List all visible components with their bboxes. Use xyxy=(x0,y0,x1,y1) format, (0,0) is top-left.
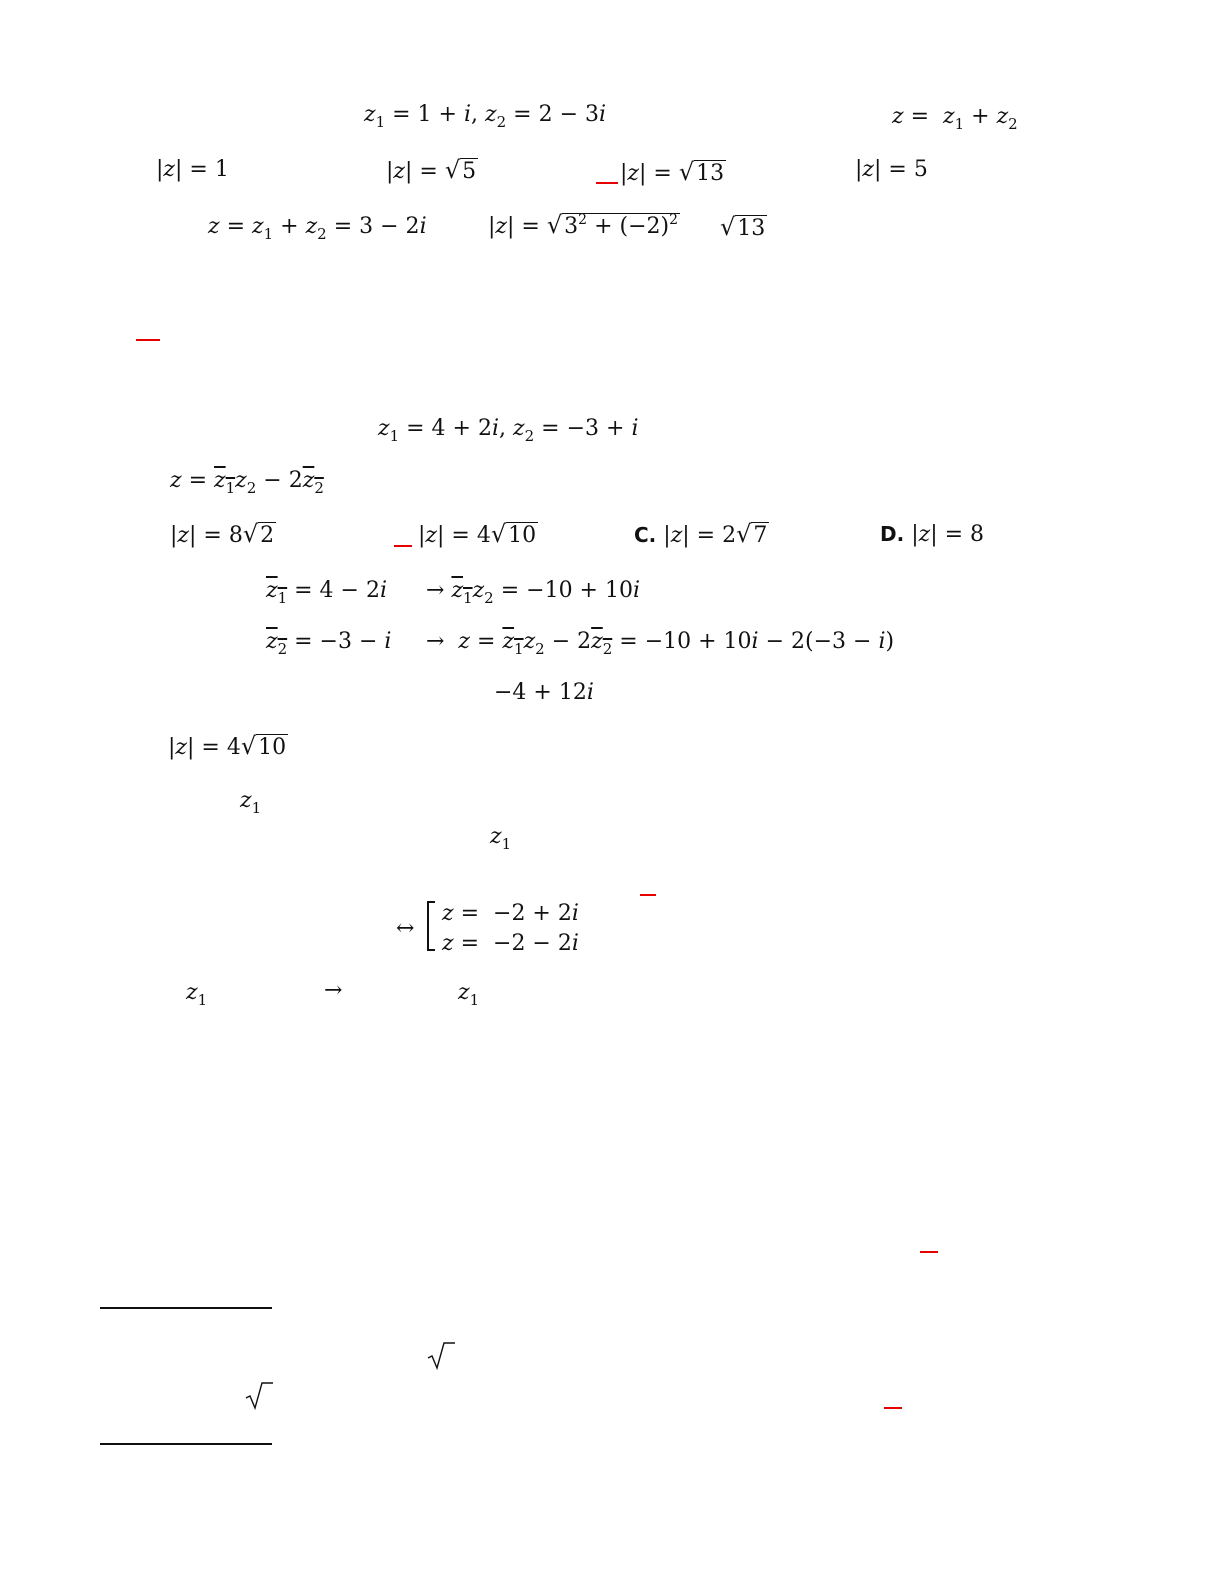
q3-z1-label-b: $z_1$ xyxy=(490,824,512,853)
q1-option-c[interactable]: |z| = √13 xyxy=(620,158,725,186)
q1-solution-sum: $z = z_1 + z_2 = 3 - 2i$ xyxy=(208,214,427,243)
q1-correct-mark xyxy=(596,182,618,184)
section-divider-bottom xyxy=(100,1443,272,1445)
q3-z1-label-c: $z_1$ xyxy=(186,980,208,1009)
q3-z1-label-d: $z_1$ xyxy=(458,980,480,1009)
q3-equivalence: ↔ xyxy=(396,916,415,941)
q1-option-d[interactable]: |z| = 5 xyxy=(855,157,928,182)
q1-target: $z = z_1 + z_2$ xyxy=(892,104,1018,133)
q3-case1: z = −2 + 2i xyxy=(442,901,579,926)
q1-answer-mark xyxy=(136,339,160,341)
q2-option-d[interactable]: D. |z| = 8 xyxy=(880,522,985,547)
q2-step2: $z_2 = -3 - i$ xyxy=(266,629,392,658)
q1-solution-result: √13 xyxy=(720,213,766,241)
q3-arrow: → xyxy=(324,978,343,1003)
radical-sign-2 xyxy=(244,1380,274,1410)
q3-case2: z = −2 − 2i xyxy=(442,931,579,956)
q5-correct-mark xyxy=(884,1407,902,1409)
q2-correct-mark xyxy=(394,545,412,547)
q2-expression: $z = z_1z_2 - 2z_2$ xyxy=(170,468,324,497)
q2-step3: −4 + 12i xyxy=(494,680,594,705)
q1-given: $z_1 = 1 + i$, $z_2 = 2 - 3i$ xyxy=(364,102,607,131)
q4-correct-mark xyxy=(920,1251,938,1253)
q1-solution-modulus: $|z| = √3^2 + (-2)^2$ xyxy=(488,211,679,239)
q3-bracket xyxy=(424,900,438,952)
q3-correct-mark xyxy=(640,894,656,896)
q2-option-a[interactable]: |z| = 8√2 xyxy=(170,520,275,548)
q2-step1: $z_1 = 4 - 2i$ xyxy=(266,578,388,607)
q1-option-a[interactable]: |z| = 1 xyxy=(156,157,229,182)
section-divider-top xyxy=(100,1307,272,1309)
radical-sign-1 xyxy=(426,1340,456,1370)
q2-given: $z_1 = 4 + 2i$, $z_2 = -3 + i$ xyxy=(378,416,639,445)
q2-step2-expansion: → $z = z_1z_2 - 2z_2 = -10 + 10i - 2(-3 - i)$ xyxy=(426,629,895,658)
q2-option-c[interactable]: C. |z| = 2√7 xyxy=(634,520,768,548)
q1-option-b[interactable]: |z| = √5 xyxy=(386,156,477,184)
q2-answer: |z| = 4√10 xyxy=(168,732,287,760)
q3-z1-label-a: $z_1$ xyxy=(240,788,262,817)
q2-option-b[interactable]: |z| = 4√10 xyxy=(418,520,537,548)
q2-step1-product: → $z_1z_2 = -10 + 10i$ xyxy=(426,578,641,607)
